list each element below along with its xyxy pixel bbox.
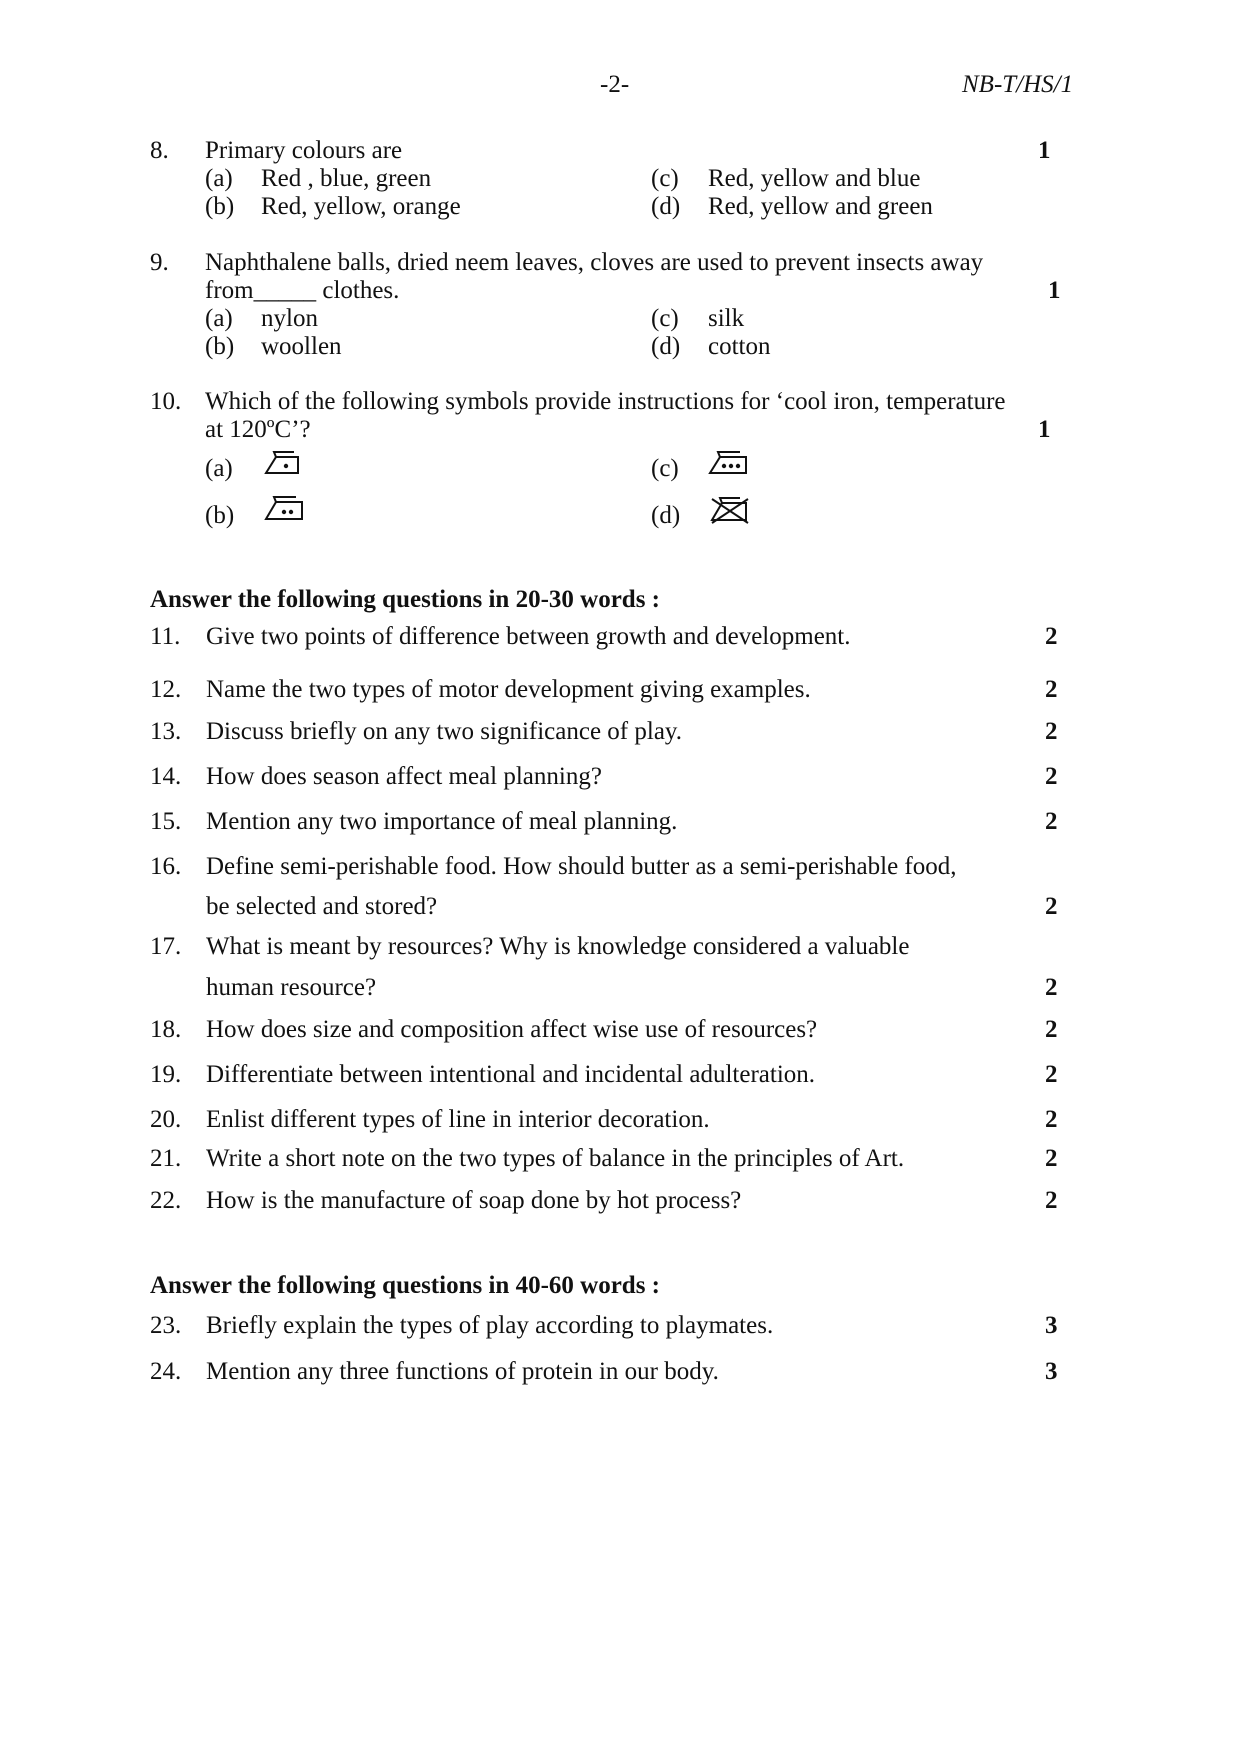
option-label: (b): [205, 333, 235, 360]
question-number: 23.: [150, 1312, 182, 1339]
question-text: Briefly explain the types of play according to playmates.: [206, 1312, 774, 1339]
question-number: 20.: [150, 1106, 182, 1133]
question-number: 15.: [150, 808, 182, 835]
question-marks: 2: [1045, 974, 1058, 1001]
do-not-iron-icon: [708, 493, 754, 525]
option-label: (b): [205, 193, 235, 220]
question-text: Naphthalene balls, dried neem leaves, cloves are used to prevent insects away: [205, 249, 984, 276]
question-text: Discuss briefly on any two significance of play.: [206, 718, 683, 745]
question-text-continued: at 120ºC’?: [205, 416, 311, 443]
question-marks: 2: [1045, 676, 1058, 703]
question-marks: 2: [1045, 1187, 1058, 1214]
option-text: Red , blue, green: [261, 165, 432, 192]
option-text: Red, yellow, orange: [261, 193, 461, 220]
question-marks: 2: [1045, 893, 1058, 920]
question-text: Which of the following symbols provide instructions for ‘cool iron, temperature: [205, 388, 1006, 415]
question-text: Give two points of difference between growth and development.: [206, 623, 851, 650]
question-text: Define semi-perishable food. How should butter as a semi-perishable food,: [206, 853, 957, 880]
question-number: 21.: [150, 1145, 182, 1172]
question-text: Write a short note on the two types of balance in the principles of Art.: [206, 1145, 905, 1172]
question-text-continued: from_____ clothes.: [205, 277, 400, 304]
question-text: How does season affect meal planning?: [206, 763, 602, 790]
iron-three-dots-icon: [706, 447, 754, 477]
option-text: silk: [708, 305, 745, 332]
question-number: 9.: [150, 249, 169, 276]
question-marks: 3: [1045, 1312, 1058, 1339]
option-label: (d): [651, 333, 681, 360]
question-number: 12.: [150, 676, 182, 703]
option-text: cotton: [708, 333, 771, 360]
question-marks: 1: [1038, 416, 1051, 443]
section-heading: Answer the following questions in 20-30 words :: [150, 586, 660, 613]
question-marks: 2: [1045, 718, 1058, 745]
option-text: Red, yellow and green: [708, 193, 933, 220]
iron-two-dots-icon: [262, 492, 310, 524]
option-label: (d): [651, 193, 681, 220]
question-text-continued: human resource?: [206, 974, 377, 1001]
question-text: Enlist different types of line in interior decoration.: [206, 1106, 710, 1133]
option-label: (d): [651, 502, 681, 529]
question-marks: 2: [1045, 763, 1058, 790]
option-label: (c): [651, 455, 679, 482]
question-text: What is meant by resources? Why is knowledge considered a valuable: [206, 933, 910, 960]
question-number: 11.: [150, 623, 181, 650]
question-marks: 1: [1038, 137, 1051, 164]
option-label: (c): [651, 305, 679, 332]
option-label: (a): [205, 455, 233, 482]
page-number: -2-: [600, 71, 630, 98]
question-marks: 1: [1048, 277, 1061, 304]
paper-code: NB-T/HS/1: [962, 71, 1074, 98]
question-marks: 2: [1045, 808, 1058, 835]
question-number: 10.: [150, 388, 182, 415]
option-label: (b): [205, 502, 235, 529]
option-label: (a): [205, 165, 233, 192]
question-text: Primary colours are: [205, 137, 403, 164]
question-number: 24.: [150, 1358, 182, 1385]
iron-one-dot-icon: [262, 447, 306, 477]
question-number: 17.: [150, 933, 182, 960]
question-number: 18.: [150, 1016, 182, 1043]
question-marks: 3: [1045, 1358, 1058, 1385]
question-text: How does size and composition affect wise use of resources?: [206, 1016, 818, 1043]
option-label: (a): [205, 305, 233, 332]
question-number: 19.: [150, 1061, 182, 1088]
question-number: 8.: [150, 137, 169, 164]
section-heading: Answer the following questions in 40-60 words :: [150, 1272, 660, 1299]
option-text: woollen: [261, 333, 342, 360]
question-marks: 2: [1045, 1145, 1058, 1172]
option-label: (c): [651, 165, 679, 192]
question-marks: 2: [1045, 623, 1058, 650]
question-text-continued: be selected and stored?: [206, 893, 438, 920]
question-marks: 2: [1045, 1061, 1058, 1088]
question-number: 14.: [150, 763, 182, 790]
question-text: Mention any two importance of meal planning.: [206, 808, 678, 835]
option-text: Red, yellow and blue: [708, 165, 921, 192]
question-text: Name the two types of motor development giving examples.: [206, 676, 811, 703]
question-marks: 2: [1045, 1106, 1058, 1133]
question-text: Mention any three functions of protein in our body.: [206, 1358, 719, 1385]
question-text: Differentiate between intentional and incidental adulteration.: [206, 1061, 816, 1088]
question-marks: 2: [1045, 1016, 1058, 1043]
question-number: 13.: [150, 718, 182, 745]
option-text: nylon: [261, 305, 318, 332]
question-text: How is the manufacture of soap done by hot process?: [206, 1187, 742, 1214]
question-number: 22.: [150, 1187, 182, 1214]
question-number: 16.: [150, 853, 182, 880]
